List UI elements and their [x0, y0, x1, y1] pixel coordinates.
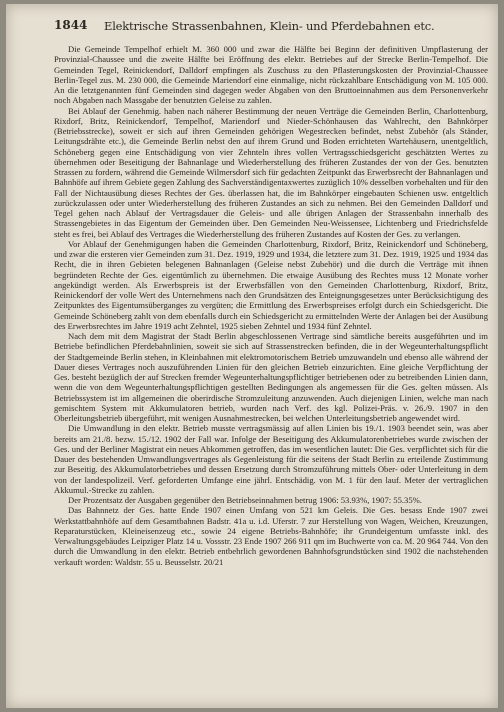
paragraph-expense-ratio: Der Prozentsatz der Ausgaben gegenüber den Betriebseinnahmen betrug 1906: 53.93%, 1907: 55.35%. — [68, 495, 422, 505]
paragraph-purchase-rights: Vor Ablauf der Genehmigungen haben die Gemeinden Charlottenburg, Rixdorf, Britz, Reinickendorf und Schöneberg, und zwar die ersteren vier Gemeinden zum 31. Dez. 1919, 1929 und 1934, die letztere zum 31. Dez. 1919, 1925 und 1934 das Recht, die in ihren Gebieten belegenen Bahnanlagen (Geleise nebst Zubehör) und die durch die Verträge mit ihnen begründeten Rechte der Ges. eigentümlich zu übernehmen. Die etwaige Ausübung des Rechtes muss 12 Monate vorher angekündigt werden. Als Erwerbspreis ist der Erwerbsfällen von den Gemeinden Charlottenburg, Rixdorf, Britz, Reinickendorf der volle Wert des Unternehmens nach den Grundsätzen des Enteignungsgesetzes unter Berücksichtigung des Zeitpunktes des Eigentumsüberganges zu vergüten; die Ermittlung des Erwerbspreises erfolgt durch ein Schiedsgericht. Die Gemeinde Schöneberg zahlt von dem ebenfalls durch ein Schiedsgericht zu ermittelnden Werte der Anlagen bei der Ausübung des Erwerbsrechtes im Jahre 1919 acht Zehntel, 1925 sieben Zehntel und 1934 fünf Zehntel. — [54, 238, 488, 331]
paragraph-conversion: Die Umwandlung in den elektr. Betrieb musste vertragsmässig auf allen Linien bis 19./1. 1903 beendet sein, was aber bereits am 21./8. bezw. 15./12. 1902 der Fall war. Infolge der Beseitigung des Akkumulatorenbetriebes wurde zwischen der Ges. und der Berliner Magistrat ein neues Abkommen getroffen, das im wesentlichen lautet: Die Ges. verpflichtet sich für die Dauer des bestehenden Umwandlungsvertrages als Gegenleistung für die seitens der Stadt Berlin zu erteilende Zustimmung zur Beseitig. des Akkumulatorbetriebes und dessen Ersetzung durch Stromzuführung mittels Ober- oder Unterleitung in dem von der landespolizeil. Verf. geforderten Umfange eine jährl. Entschädig. von M. 1 für den lauf. Meter der vertraglichen Akkumul.-Strecke zu zahlen. — [54, 423, 488, 495]
page-number: 1844 — [54, 18, 88, 32]
paragraph-expiry-rights: Bei Ablauf der Genehmig. haben nach näherer Bestimmung der neuen Verträge die Gemeinden Berlin, Charlottenburg, Rixdorf, Britz, Reinickendorf, Tempelhof, Mariendorf und Nieder-Schönhausen das Wahlrecht, den Bahnkörper (Betriebsstrecke), soweit er sich auf ihren Gemeinden gehörigen Wegestrecken befindet, nebst Zubehör (als Ständer, Leitungsdrähte etc.), die Gemeinde Berlin nebst den auf ihrem Grund und Boden errichteten Wartehäusern, unentgeltlich, Schöneberg gegen eine Entschädigung von vier Zehnteln ihres vollen Vertragsschiedsgericht geschätzten Wertes zu übernehmen oder Beseitigung der Bahnanlage und Wiederherstellung des früheren Zustandes der von der Ges. benutzten Strassen zu fordern, während die Gemeinde Wilmersdorf sich für gedachten Zeitpunkt das Erwerbsrecht der Bahnanlagen und Bahnhöfe auf ihrem Gebiete gegen Zahlung des Sachverständigentaxwertes zuzüglich 10% desselben vorbehalten und für den Fall der Nichtausübung dieses Rechtes der Ges. überlassen hat, die im Bahnkörper eingebauten Schienen usw. entgeltlich zurückzulassen oder unter Wiederherstellung des früheren Zustandes an sich zu nehmen. Bei den Gemeinden Dalldorf und Tegel gehen nach Ablauf der Vertragsdauer die Geleis- und alle übrigen Anlagen der Strassenbahn innerhalb des Strassengebietes in das Eigentum der Gemeinden über. Den Gemeinden Neu-Weissensee, Lichtenberg und Friedrichsfelde steht es frei, bei Ablauf des Vertrages die Wiederherstellung des früheren Zustandes auf Kosten der Ges. zu verlangen. — [54, 105, 488, 239]
paragraph-network-size: Das Bahnnetz der Ges. hatte Ende 1907 einen Umfang von 521 km Geleis. Die Ges. besass Ende 1907 zwei Werkstattbahnhöfe auf dem Gesamtbahnen Badstr. 41a u. i.d. Uferstr. 7 zur Herstellung von Wagen, Weichen, Kreuzungen, Reparaturstücken, Kleineisenzeug etc., sowie 24 eigene Betriebs-Bahnhöfe; ihr Grundeigentum umfasste inkl. des Verwaltungsgebäudes Leipziger Platz 14 u. Vossstr. 23 Ende 1907 266 911 qm im Buchwerte von ca. M. 20 964 744. Von den durch die Umwandlung in den elektr. Betrieb entbehrlich gewordenen Bahnhofsgrundstücken sind 1902 die nachstehenden verkauft worden: Waldstr. 55 u. Beusselstr. 20/21 — [54, 505, 488, 567]
page-header — [54, 18, 476, 34]
running-title: Elektrische Strassenbahnen, Klein- und Pferdebahnen etc. — [104, 19, 435, 33]
paragraph-berlin-contract: Nach dem mit dem Magistrat der Stadt Berlin abgeschlossenen Vertrage sind sämtliche bereits ausgeführten und im Betriebe befindlichen Pferdebahnlinien, soweit sie sich auf Strassenstrecken befinden, die in der Wegeunterhaltungspflicht der Stadtgemeinde Berlin stehen, in Kleinbahnen mit elektromotorischem Betrieb umzuwandeln und ebenso alle während der Dauer dieses Vertrages noch auszuführenden Linien für den gleichen Betrieb einzurichten. Eine gleiche Verpflichtung der Ges. besteht bezüglich der auf Strecken fremder Wegeunterhaltungspflichtiger betriebenen oder zu betreibenden Linien dann, wenn die von dem Wegeunterhaltungspflichtigen gestellten Bedingungen als angemessen für die Ges. gelten müssen. Als Betriebssystem ist im allgemeinen die oberirdische Stromzuleitung anzuwenden. Auch diejenigen Linien, welche man nach gemischtem System mit Akkumulatoren betrieb, wurden nach Verf. des kgl. Polizei-Präs. v. 26./9. 1907 in den Oberleitungsbetrieb übergeführt, mit wenigen Ausnahmestrecken, bei welchen Unterleitungsbetrieb angewendet wird. — [54, 331, 488, 423]
body-text — [54, 44, 488, 698]
document-page — [6, 4, 498, 708]
paragraph-tempelhof-payments: Die Gemeinde Tempelhof erhielt M. 360 000 und zwar die Hälfte bei Beginn der definitiven Umpflasterung der Provinzial-Chaussee und die zweite Hälfte bei Eröffnung des elektr. Betriebes auf der Strecke Berlin-Tempelhof. Die Gemeinden Tegel, Reinickendorf, Dalldorf empfingen als Zuschuss zu den Pflasterungskosten der Provinzial-Chaussee Berlin-Tegel zus. M. 230 000, die Gemeinde Mariendorf eine einmalige, nicht rückzahlbare Entschädigung von M. 105 000. An die letztgenannten fünf Gemeinden sind dagegen weder Abgaben von den Bruttoeinnahmen aus dem Personenverkehr noch Abgaben nach Massgabe der benutzten Geleise zu zahlen. — [54, 44, 488, 106]
